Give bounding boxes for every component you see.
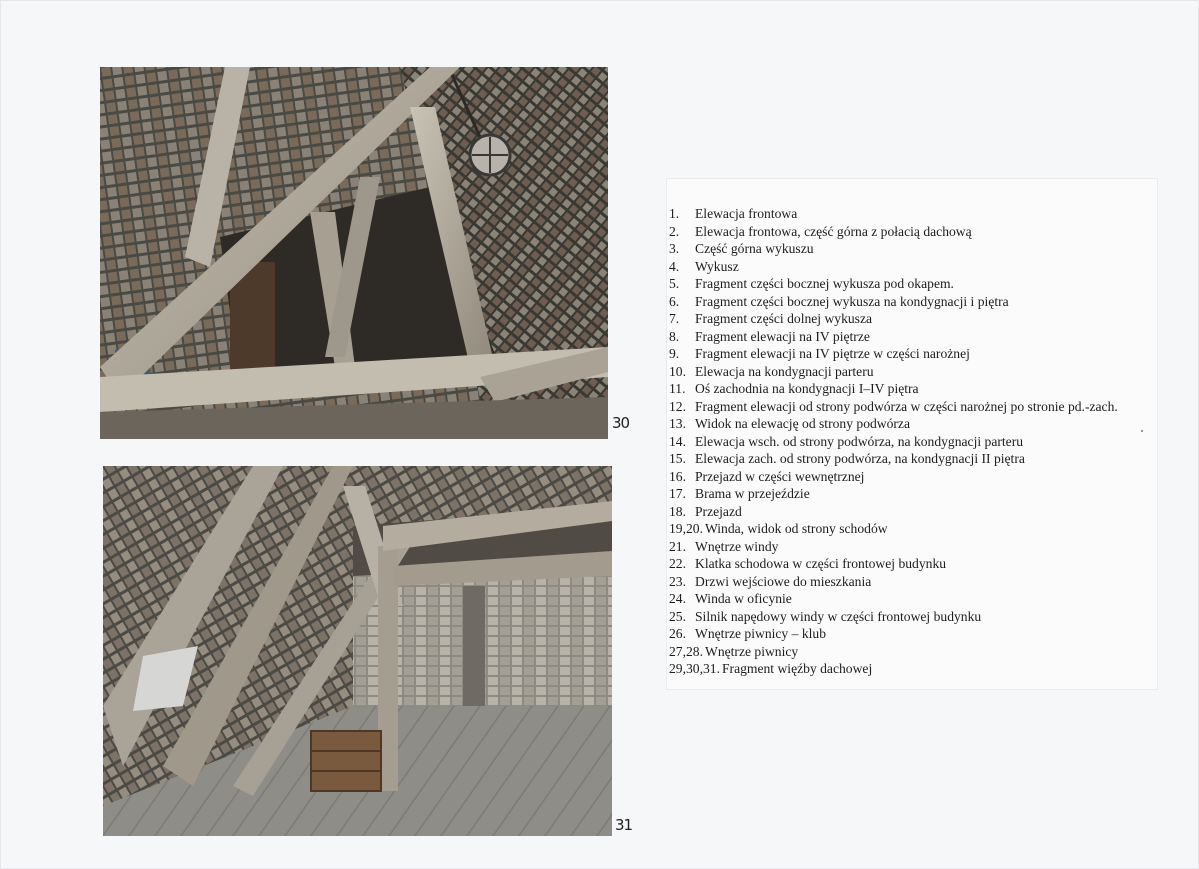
caption-item [669,363,1118,381]
caption-number: 26. [669,626,686,641]
caption-number: 9. [669,346,680,361]
caption-text: Fragment części dolnej wykusza [695,311,873,326]
caption-text: Wnętrze piwnicy [704,643,799,659]
attic-roof-truss-photo [100,67,608,439]
caption-number: 2. [669,223,680,239]
caption-text: Widok na elewację od strony podwórza [695,416,910,431]
caption-number: 21. [669,538,686,554]
caption-text: Fragment części bocznej wykusza pod okapem. [695,276,954,291]
caption-number: 23. [669,573,686,589]
caption-text: Elewacja frontowa, część górna z połacią dachową [695,223,972,239]
caption-text: Elewacja na kondygnacji parteru [695,363,874,379]
caption-number: 3. [669,241,680,256]
caption-number: 11. [669,381,686,396]
caption-number: 14. [669,433,686,449]
caption-number: 22. [669,556,686,571]
caption-item [669,328,1118,346]
caption-text: Część górna wykuszu [695,241,814,256]
caption-item [669,573,1118,591]
caption-item [669,520,1118,538]
caption-item [669,240,1118,258]
caption-number: 13. [669,416,686,431]
caption-text: Silnik napędowy windy w części frontowej budynku [695,608,982,624]
photo-number-31: 31 [615,816,633,834]
caption-number: 12. [669,398,686,414]
caption-number: 16. [669,468,686,484]
caption-item [669,555,1118,573]
caption-item [669,380,1118,398]
caption-text: Przejazd w części wewnętrznej [695,468,865,484]
caption-number: 17. [669,486,686,501]
scan-speck [1141,430,1143,432]
caption-item [669,643,1118,661]
caption-item [669,608,1118,626]
attic-floor-truss-photo [103,466,612,836]
attic-floor-truss-image [103,466,612,836]
caption-text: Klatka schodowa w części frontowej budynku [695,556,947,571]
caption-number: 8. [669,328,680,344]
caption-text: Winda, widok od strony schodów [704,521,888,536]
caption-item [669,223,1118,241]
caption-item [669,398,1118,416]
caption-text: Wnętrze piwnicy – klub [695,626,826,641]
caption-number: 24. [669,591,686,606]
photo-number-30: 30 [612,414,630,432]
caption-text: Brama w przejeździe [695,486,810,501]
caption-text: Winda w oficynie [695,591,792,606]
caption-text: Elewacja wsch. od strony podwórza, na kondygnacji parteru [695,433,1024,449]
caption-item [669,345,1118,363]
caption-item [669,538,1118,556]
caption-item [669,590,1118,608]
caption-item [669,468,1118,486]
caption-number: 10. [669,363,686,379]
caption-text: Fragment części bocznej wykusza na kondygnacji i piętra [695,293,1009,309]
caption-number: 19,20. [669,521,703,536]
caption-item [669,293,1118,311]
caption-text: Drzwi wejściowe do mieszkania [695,573,872,589]
caption-number: 5. [669,276,680,291]
caption-text: Oś zachodnia na kondygnacji I–IV piętra [695,381,919,396]
caption-text: Przejazd [695,503,742,519]
caption-number: 6. [669,293,680,309]
caption-text: Fragment elewacji na IV piętrze [695,328,870,344]
caption-item [669,275,1118,293]
caption-text: Fragment elewacji od strony podwórza w części narożnej po stronie pd.-zach. [695,398,1118,414]
caption-item [669,310,1118,328]
caption-text: Elewacja zach. od strony podwórza, na kondygnacji II piętra [695,451,1025,466]
caption-number: 27,28. [669,643,703,659]
caption-number: 25. [669,608,686,624]
caption-item [669,258,1118,276]
caption-item [669,625,1118,643]
caption-number: 1. [669,206,680,221]
caption-item [669,415,1118,433]
caption-item [669,503,1118,521]
caption-text: Wykusz [695,258,739,274]
photo-caption-list [669,205,1118,678]
caption-number: 4. [669,258,680,274]
attic-roof-truss-image [100,67,608,439]
caption-item [669,205,1118,223]
caption-text: Fragment elewacji na IV piętrze w części narożnej [695,346,970,361]
caption-item [669,485,1118,503]
caption-number: 29,30,31. [669,661,720,676]
caption-text: Elewacja frontowa [695,206,798,221]
caption-text: Fragment więźby dachowej [721,661,873,676]
caption-number: 7. [669,311,680,326]
caption-item [669,433,1118,451]
caption-item [669,450,1118,468]
caption-number: 18. [669,503,686,519]
caption-number: 15. [669,451,686,466]
caption-text: Wnętrze windy [695,538,779,554]
caption-item [669,660,1118,678]
